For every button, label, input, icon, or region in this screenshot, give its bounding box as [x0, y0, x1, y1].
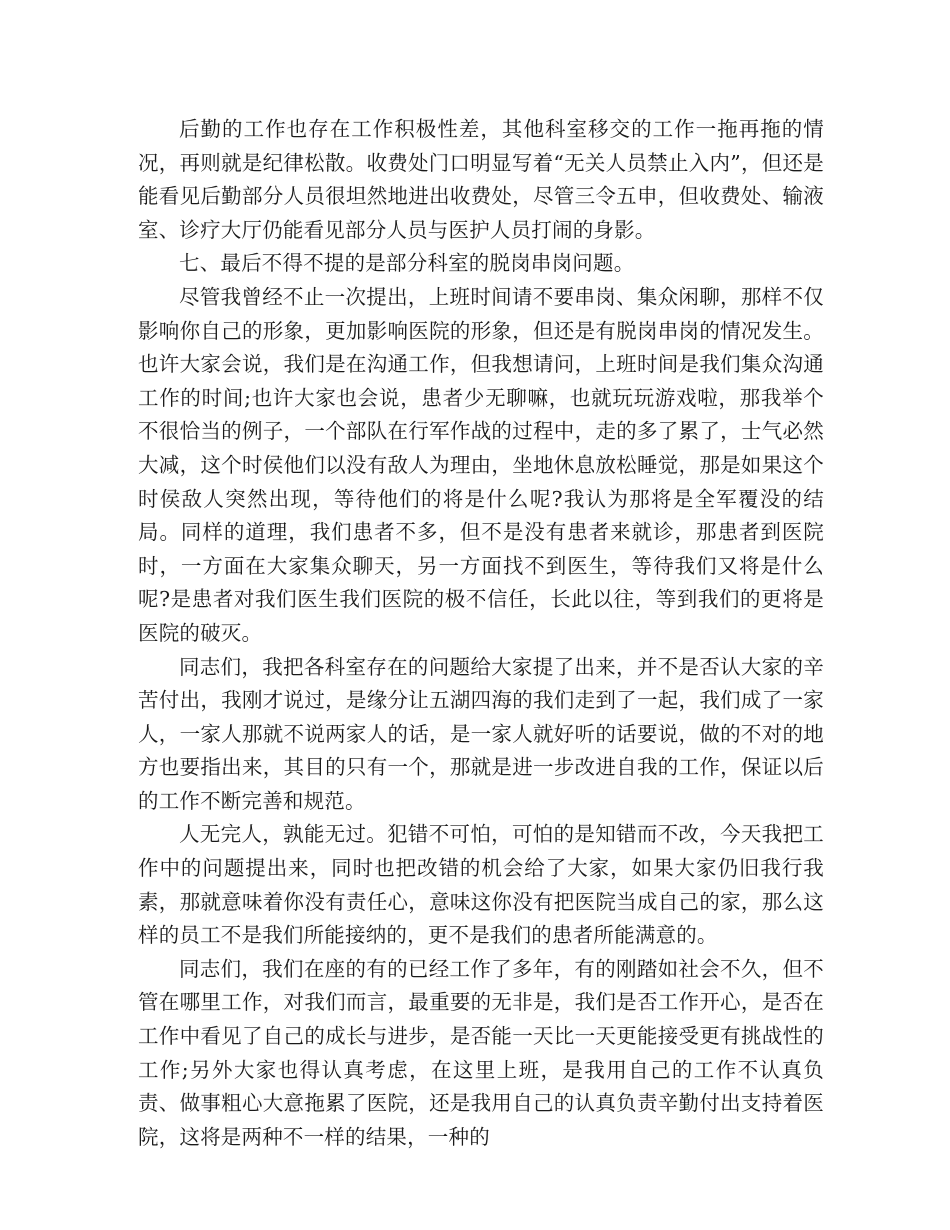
paragraph-post-absence: 尽管我曾经不止一次提出，上班时间请不要串岗、集众闲聊，那样不仅影响你自己的形象，更加影响医院的形象，但还是有脱岗串岗的情况发生。也许大家会说，我们是在沟通工作，但我想请问，上班时间是我们集众沟通工作的时间;也许大家也会说，患者少无聊嘛，也就玩玩游戏啦，那我举个不很恰当的例子，一个部队在行军作战的过程中，走的多了累了，士气必然大减，这个时侯他们以没有敌人为理由，坐地休息放松睡觉，那是如果这个时侯敌人突然出现，等待他们的将是什么呢?我认为那将是全军覆没的结局。同样的道理，我们患者不多，但不是没有患者来就诊，那患者到医院时，一方面在大家集众聊天，另一方面找不到医生，等待我们又将是什么呢?是患者对我们医生我们医院的极不信任，长此以往，等到我们的更将是医院的破灭。: [138, 284, 824, 645]
paragraph-logistics-discipline: 后勤的工作也存在工作积极性差，其他科室移交的工作一拖再拖的情况，再则就是纪律松散。收费处门口明显写着“无关人员禁止入内”，但还是能看见后勤部分人员很坦然地进出收费处，尽管三令五申，但收费处、输液室、诊疗大厅仍能看见部分人员与医护人员打闹的身影。: [138, 117, 824, 242]
document-body: [138, 113, 824, 1154]
paragraph-growth-reflection: 同志们，我们在座的有的已经工作了多年，有的刚踏如社会不久，但不管在哪里工作，对我们而言，最重要的无非是，我们是否工作开心，是否在工作中看见了自己的成长与进步，是否能一天比一天更能接受更有挑战性的工作;另外大家也得认真考虑，在这里上班，是我用自己的工作不认真负责、做事粗心大意拖累了医院，还是我用自己的认真负责辛勤付出支持着医院，这将是两种不一样的结果，一种的: [138, 956, 824, 1149]
paragraph-section-seven-heading: 七、最后不得不提的是部分科室的脱岗串岗问题。: [179, 251, 635, 276]
paragraph-nobody-perfect: 人无完人，孰能无过。犯错不可怕，可怕的是知错而不改，今天我把工作中的问题提出来，同时也把改错的机会给了大家，如果大家仍旧我行我素，那就意味着你没有责任心，意味这你没有把医院当成自己的家，那么这样的员工不是我们所能接纳的，更不是我们的患者所能满意的。: [138, 822, 824, 948]
paragraph-problems-raised: 同志们，我把各科室存在的问题给大家提了出来，并不是否认大家的辛苦付出，我刚才说过，是缘分让五湖四海的我们走到了一起，我们成了一家人，一家人那就不说两家人的话，是一家人就好听的话要说，做的不对的地方也要指出来，其目的只有一个，那就是进一步改进自我的工作，保证以后的工作不断完善和规范。: [138, 654, 824, 813]
